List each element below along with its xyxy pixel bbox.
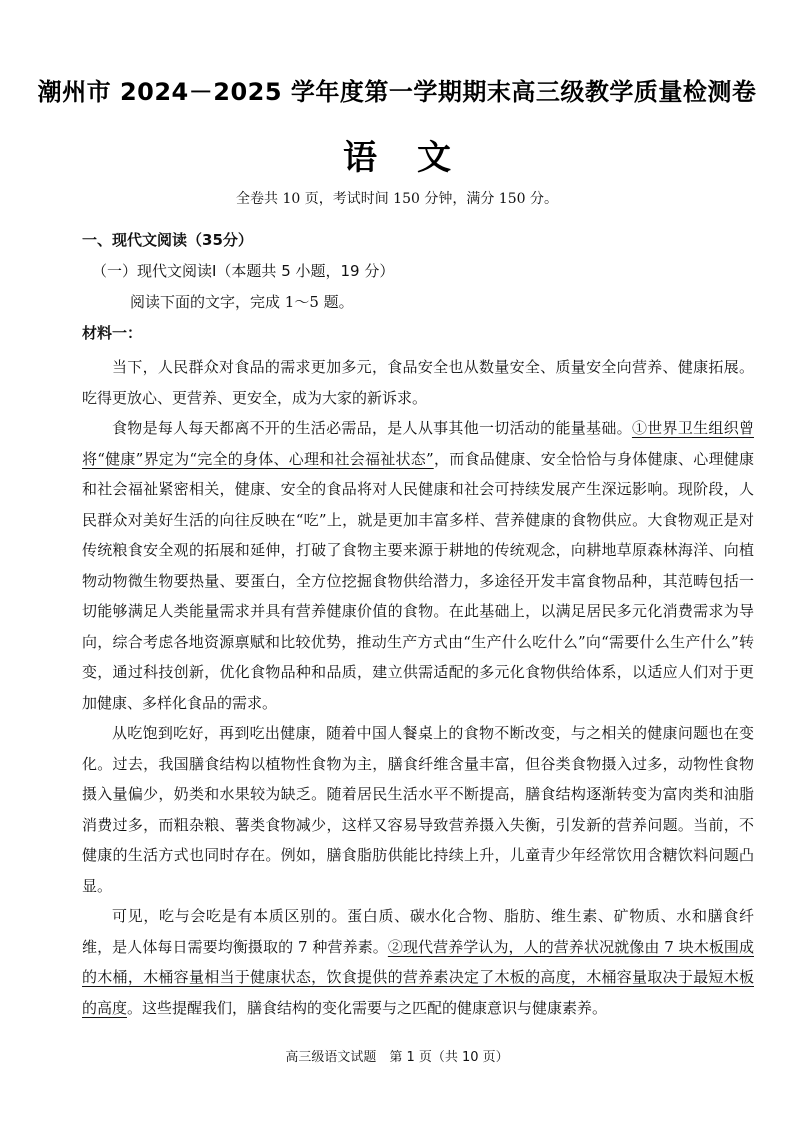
paragraph-4-rest: 。这些提醒我们，膳食结构的变化需要与之匹配的健康意识与健康素养。 bbox=[127, 998, 608, 1017]
sub-section-heading: （一）现代文阅读Ⅰ（本题共 5 小题，19 分） bbox=[92, 262, 395, 280]
paragraph-2 bbox=[82, 413, 754, 718]
paragraph-4-lead: 可见，吃与会吃是有本质区别的。蛋白质、碳水化合物、脂肪、维生素、矿物质、水和膳食纤维，是人体每日需要均衡摄取的 7 种营养素。 bbox=[82, 907, 754, 956]
subject-title: 语文 bbox=[343, 138, 491, 178]
underlined-sentence-2: ②现代营养学认为，人的营养状况就像由 7 块木板围成的木桶，木桶容量相当于健康状态，饮食提供的营养素决定了木板的高度，木桶容量取决于最短木板的高度 bbox=[82, 937, 754, 1017]
section-heading: 一、现代文阅读（35分） bbox=[82, 231, 253, 249]
passage-body bbox=[82, 352, 754, 1023]
paragraph-2-rest: ，而食品健康、安全恰恰与身体健康、心理健康和社会福祉紧密相关，健康、安全的食品将对人民健康和社会可持续发展产生深远影响。现阶段，人民群众对美好生活的向往反映在“吃”上，就是更加丰富多样、营养健康的食物供应。大食物观正是对传统粮食安全观的拓展和延伸，打破了食物主要来源于耕地的传统观念，向耕地草原森林海洋、向植物动物微生物要热量、要蛋白，全方位挖掘食物供给潜力，多途径开发丰富食物品种，其范畴包括一切能够满足人类能量需求并具有营养健康价值的食物。在此基础上，以满足居民多元化消费需求为导向，综合考虑各地资源禀赋和比较优势，推动生产方式由“生产什么吃什么”向“需要什么生产什么”转变，通过科技创新，优化食物品种和品质，建立供需适配的多元化食物供给体系，以适应人们对于更加健康、多样化食品的需求。 bbox=[82, 449, 754, 712]
paragraph-3: 从吃饱到吃好，再到吃出健康，随着中国人餐桌上的食物不断改变，与之相关的健康问题也在变化。过去，我国膳食结构以植物性食物为主，膳食纤维含量丰富，但谷类食物摄入过多，动物性食物摄入量偏少，奶类和水果较为缺乏。随着居民生活水平不断提高，膳食结构逐渐转变为富肉类和油脂消费过多，而粗杂粮、薯类食物减少，这样又容易导致营养摄入失衡，引发新的营养问题。当前，不健康的生活方式也同时存在。例如，膳食脂肪供能比持续上升，儿童青少年经常饮用含糖饮料问题凸显。 bbox=[82, 724, 754, 895]
paragraph-4 bbox=[82, 901, 754, 1023]
material-label: 材料一： bbox=[82, 324, 143, 342]
page-footer: 高三级语文试题 第 1 页（共 10 页） bbox=[285, 1050, 509, 1065]
exam-info: 全卷共 10 页，考试时间 150 分钟，满分 150 分。 bbox=[236, 191, 558, 207]
paragraph-1: 当下，人民群众对食品的需求更加多元，食品安全也从数量安全、质量安全向营养、健康拓展。吃得更放心、更营养、更安全，成为大家的新诉求。 bbox=[82, 358, 754, 407]
underlined-sentence-1: ①世界卫生组织曾将“健康”界定为“完全的身体、心理和社会福祉状态” bbox=[82, 419, 754, 468]
reading-instruction: 阅读下面的文字，完成 1～5 题。 bbox=[130, 293, 354, 311]
paragraph-2-lead: 食物是每人每天都离不开的生活必需品，是人从事其他一切活动的能量基础。 bbox=[112, 419, 632, 437]
exam-title: 潮州市 2024－2025 学年度第一学期期末高三级教学质量检测卷 bbox=[37, 78, 757, 106]
